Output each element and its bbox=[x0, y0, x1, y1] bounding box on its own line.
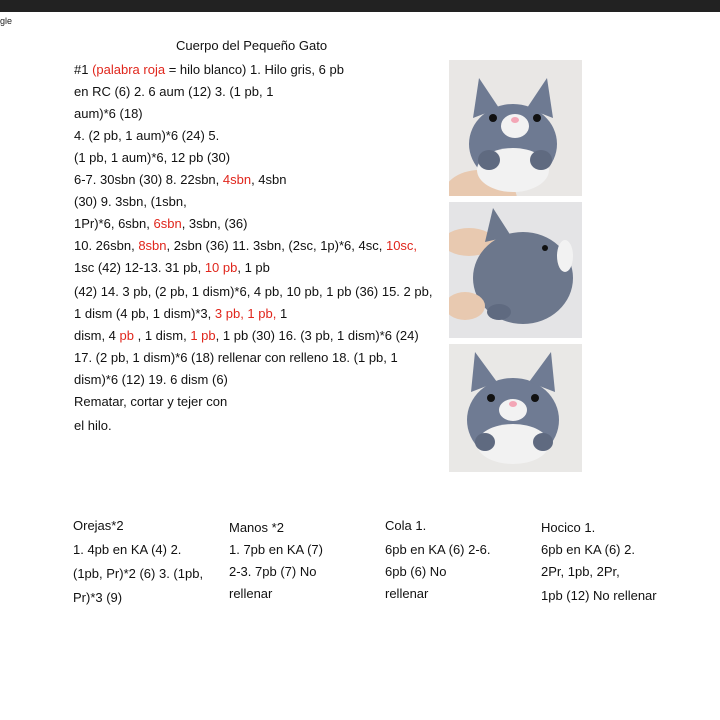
text-segment: 6-7. 30sbn (30) 8. 22sbn, bbox=[74, 172, 223, 187]
pattern-line bbox=[74, 284, 432, 300]
red-segment: 1 pb bbox=[190, 328, 216, 343]
text-segment: #1 bbox=[74, 62, 93, 77]
pattern-line bbox=[74, 306, 287, 322]
pattern-line bbox=[74, 328, 419, 344]
text-segment: dism)*6 (12) 19. 6 dism (6) bbox=[74, 372, 228, 387]
text-segment: el hilo. bbox=[74, 418, 112, 433]
column-line: (1pb, Pr)*2 (6) 3. (1pb, bbox=[73, 566, 204, 581]
text-segment: 1 bbox=[276, 306, 288, 321]
column-title: Orejas*2 bbox=[73, 518, 124, 533]
red-segment: 4sbn bbox=[222, 172, 252, 187]
column-line: 1. 7pb en KA (7) bbox=[229, 542, 323, 557]
red-segment: 10 pb bbox=[204, 260, 238, 275]
pattern-line bbox=[74, 150, 230, 166]
pattern-line bbox=[74, 172, 287, 188]
red-segment: (palabra roja bbox=[92, 62, 166, 77]
text-segment: 17. (2 pb, 1 dism)*6 (18) rellenar con relleno 18. (1 pb, 1 bbox=[74, 350, 398, 365]
text-segment: 1sc (42) 12-13. 31 pb, bbox=[74, 260, 205, 275]
text-segment: (1 pb, 1 aum)*6, 12 pb (30) bbox=[74, 150, 231, 165]
column-line: Pr)*3 (9) bbox=[73, 590, 123, 605]
text-segment: Rematar, cortar y tejer con bbox=[74, 394, 228, 409]
pattern-line bbox=[74, 216, 247, 232]
cat-angled-photo bbox=[449, 344, 582, 472]
column-title: Cola 1. bbox=[385, 518, 427, 533]
text-segment: , 2sbn (36) 11. 3sbn, (2sc, 1p)*6, 4sc, bbox=[166, 238, 386, 253]
red-segment: 6sbn bbox=[153, 216, 182, 231]
column-line: 1. 4pb en KA (4) 2. bbox=[73, 542, 182, 557]
column-title: Manos *2 bbox=[229, 520, 284, 535]
pattern-line bbox=[74, 62, 344, 78]
pattern-line bbox=[74, 84, 273, 100]
text-segment: 1 dism (4 pb, 1 dism)*3, bbox=[74, 306, 215, 321]
pattern-line bbox=[74, 394, 227, 410]
browser-top-bar bbox=[0, 0, 720, 12]
pattern-line bbox=[74, 128, 219, 144]
column-line: 6pb en KA (6) 2-6. bbox=[385, 542, 491, 557]
text-segment: = hilo blanco) 1. Hilo gris, 6 pb bbox=[165, 62, 344, 77]
pattern-line bbox=[74, 106, 143, 122]
red-segment: pb bbox=[119, 328, 134, 343]
red-segment: 8sbn bbox=[138, 238, 167, 253]
pattern-line bbox=[74, 194, 187, 210]
text-segment: , 4sbn bbox=[251, 172, 287, 187]
text-segment: en RC (6) 2. 6 aum (12) 3. (1 pb, 1 bbox=[74, 84, 274, 99]
column-line: rellenar bbox=[229, 586, 273, 601]
text-segment: 4. (2 pb, 1 aum)*6 (24) 5. bbox=[74, 128, 220, 143]
cat-side-photo bbox=[449, 202, 582, 338]
column-line: 2Pr, 1pb, 2Pr, bbox=[541, 564, 620, 579]
pattern-title: Cuerpo del Pequeño Gato bbox=[176, 38, 328, 53]
red-segment: 10sc, bbox=[385, 238, 418, 253]
browser-tab-fragment[interactable]: gle bbox=[0, 16, 13, 26]
column-line: 6pb en KA (6) 2. bbox=[541, 542, 635, 557]
text-segment: (30) 9. 3sbn, (1sbn, bbox=[74, 194, 187, 209]
text-segment: , 1 dism, bbox=[133, 328, 191, 343]
cat-front-photo bbox=[449, 60, 582, 196]
text-segment: aum)*6 (18) bbox=[74, 106, 143, 121]
red-segment: 3 pb, 1 pb, bbox=[214, 306, 277, 321]
column-line: 2-3. 7pb (7) No bbox=[229, 564, 317, 579]
pattern-line bbox=[74, 418, 112, 434]
text-segment: dism, 4 bbox=[74, 328, 120, 343]
pattern-line bbox=[74, 238, 417, 254]
pattern-line bbox=[74, 350, 398, 366]
column-title: Hocico 1. bbox=[541, 520, 596, 535]
pattern-line bbox=[74, 372, 228, 388]
text-segment: , 1 pb (30) 16. (3 pb, 1 dism)*6 (24) bbox=[215, 328, 419, 343]
text-segment: (42) 14. 3 pb, (2 pb, 1 dism)*6, 4 pb, 10 pb, 1 pb (36) 15. 2 pb, bbox=[74, 284, 433, 299]
text-segment: , 1 pb bbox=[237, 260, 270, 275]
column-line: rellenar bbox=[385, 586, 429, 601]
column-line: 6pb (6) No bbox=[385, 564, 447, 579]
text-segment: 10. 26sbn, bbox=[74, 238, 139, 253]
text-segment: 1Pr)*6, 6sbn, bbox=[74, 216, 154, 231]
pattern-line bbox=[74, 260, 270, 276]
column-line: 1pb (12) No rellenar bbox=[541, 588, 657, 603]
text-segment: , 3sbn, (36) bbox=[181, 216, 248, 231]
